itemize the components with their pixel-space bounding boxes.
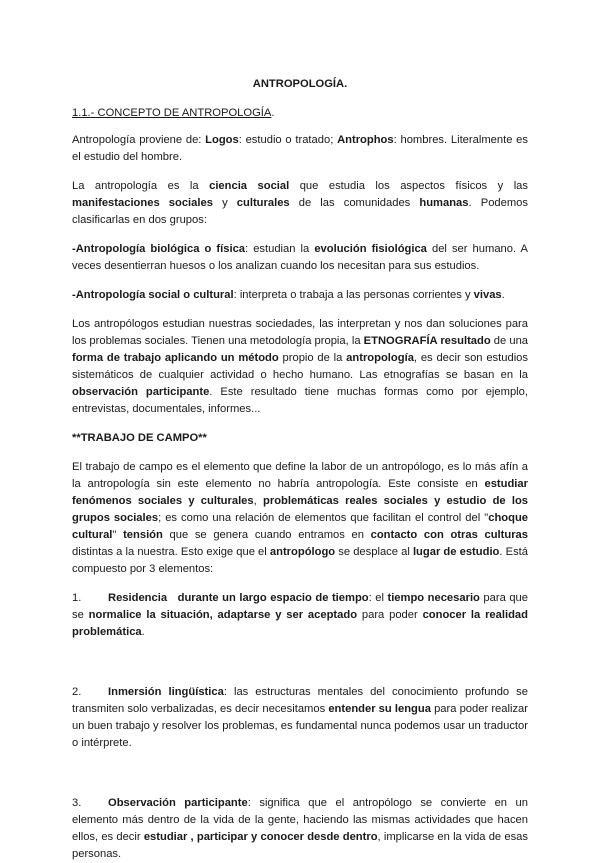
text-run: , es decir son estudios sistemáticos de cualquier actividad o hecho humano. Las etnografías se basan en la [72,352,528,381]
bold-term: Observación participante [108,797,248,809]
bold-term-antrophos: Antrophos [337,134,394,146]
text-run: de las comunidades [289,197,420,209]
section-heading-text: 1.1.- CONCEPTO DE ANTROPOLOGÍA [72,107,272,119]
bold-term: tensión [123,529,163,541]
text-run: : interpreta o trabaja a las personas corrientes y [233,289,474,301]
bold-term: Residencia [108,592,168,604]
list-item-observacion [72,795,528,863]
paragraph-social [72,287,528,304]
text-run: : el [368,592,388,604]
bold-term: problemáticas reales sociales y estudio de los grupos sociales [72,495,529,524]
bold-term: antropología [346,352,414,364]
text-run: . Está compuesto por 3 elementos: [72,546,529,575]
bold-term: observación participante [72,386,210,398]
bold-term: contacto con otras culturas [370,529,528,541]
text-run: La antropología es la [72,180,210,192]
bold-term: conocer la realidad problemática [72,609,528,638]
list-item-inmersion [72,684,528,752]
bold-term: tiempo necesario [387,592,480,604]
text-run: del ser humano. A veces desentierran huesos o los analizan cuando los necesitan para sus estudios. [72,243,528,272]
paragraph-biological [72,241,528,275]
text-run: . [501,289,505,301]
text-run: . [141,626,145,638]
bold-term: Inmersión lingüística [108,686,224,698]
bold-term: culturales [236,197,290,209]
text-run: . Este resultado tiene muchas formas como por ejemplo, entrevistas, documentales, informes... [72,386,528,415]
bold-term: normalice la situación, adaptarse y ser aceptado [88,609,358,621]
paragraph-anthropologists [72,316,528,418]
bold-term: -Antropología social o cultural [72,289,234,301]
bold-term: estudiar fenómenos sociales y culturales [72,478,528,507]
text-run: : hombres. Literalmente es el estudio del hombre. [72,134,528,163]
text-run: , implicarse en la vida de esas personas. [72,831,528,860]
bold-term: manifestaciones sociales [72,197,213,209]
blank-space [72,764,528,795]
text-run: se desplace al [335,546,413,558]
text-run: Los antropólogos estudian nuestras sociedades, las interpretan y nos dan soluciones para los problemas sociales. Tienen una metodología propia, la [72,318,528,347]
text-run: ; es como una relación de elementos que facilitan el control del " [158,512,489,524]
bold-term: entender su lengua [328,703,431,715]
bold-term: forma de trabajo aplicando un método [72,352,279,364]
text-run: : estudio o tratado; [238,134,338,146]
list-number: 3. [72,797,82,809]
text-run: propio de la [278,352,347,364]
bold-term: durante un largo espacio de tiempo [177,592,369,604]
text-run: para que se [72,592,528,621]
bold-term: ciencia social [209,180,290,192]
document-title: ANTROPOLOGÍA. [252,78,348,90]
text-run: , [253,495,263,507]
bold-term: evolución fisiológica [314,243,427,255]
text-run: y [212,197,237,209]
text-run: " [112,529,124,541]
subheading-fieldwork: **TRABAJO DE CAMPO** [72,432,207,444]
text-run: : las estructuras mentales del conocimiento profundo se transmiten solo verbalizadas, es decir necesitamos [72,686,528,715]
text-run: de una [490,335,529,347]
bold-term: ETNOGRAFÍA resultado [363,335,491,347]
text-run: El trabajo de campo es el elemento que define la labor de un antropólogo, es lo más afín a la antropología sin este elemento no habría antropología. Este consiste en [72,461,528,490]
text-run: : estudian la [245,243,315,255]
bold-term: antropólogo [269,546,336,558]
text-run: . Podemos clasificarlas en dos grupos: [72,197,528,226]
text-run: distintas a la nuestra. Esto exige que el [72,546,270,558]
list-number: 2. [72,686,82,698]
text-run: que se genera cuando entramos en [162,529,371,541]
paragraph-definition [72,178,528,229]
bold-term: -Antropología biológica o física [72,243,246,255]
paragraph-fieldwork [72,459,528,578]
bold-term-logos: Logos [205,134,239,146]
paragraph-etymology [72,132,528,166]
section-heading-tail: . [271,107,275,119]
bold-term: lugar de estudio [412,546,500,558]
blank-space [72,653,528,684]
text-run: para poder [357,609,423,621]
bold-term: humanas [419,197,469,209]
text-run: : significa que el antropólogo se convierte en un elemento más dentro de la vida de la gente, haciendo las mismas actividades que hacen ellos, es decir [72,797,528,843]
bold-term: choque cultural [72,512,528,541]
list-number: 1. [72,592,82,604]
bold-term: vivas [473,289,502,301]
text-run: que estudia los aspectos físicos y las [289,180,529,192]
section-heading [72,105,528,122]
text-run [167,592,178,604]
text-run: Antropología proviene de: [72,134,206,146]
list-item-residencia [72,590,528,641]
text-run: para poder realizar un buen trabajo y resolver los problemas, es fundamental nunca podemos usar un traductor o intérprete. [72,703,529,749]
bold-term: estudiar , participar y conocer desde dentro [143,831,378,843]
